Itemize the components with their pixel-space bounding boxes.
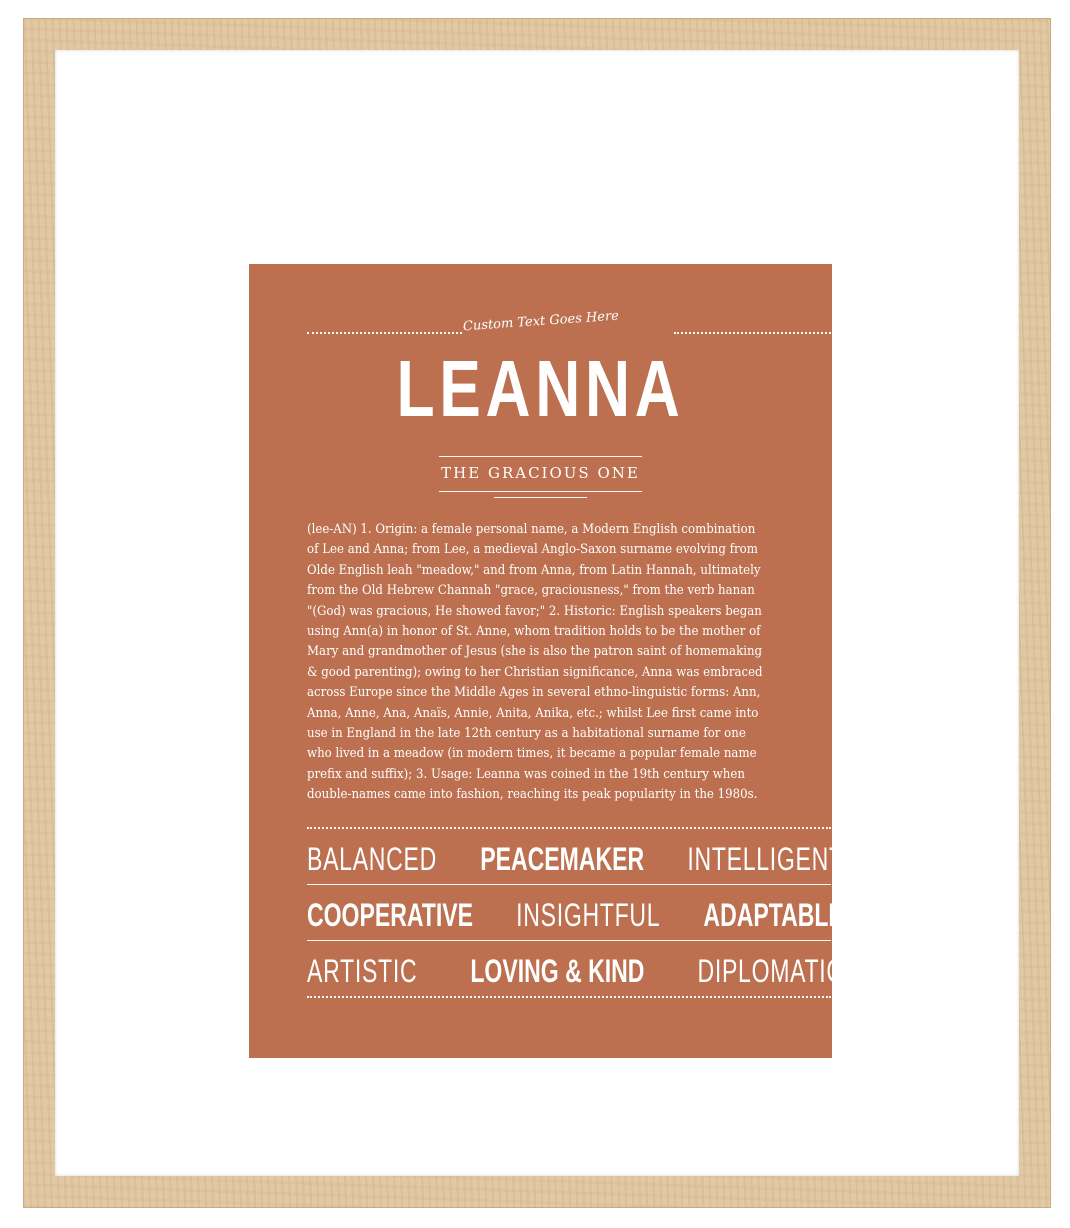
definition-line: from the Old Hebrew Channah "grace, graciousness," from the verb hanan xyxy=(307,582,755,598)
definition-line: (lee-AN) 1. Origin: a female personal name, a Modern English combination xyxy=(307,521,756,536)
traits-dotted-divider-top xyxy=(307,827,831,829)
custom-text: Custom Text Goes Here xyxy=(462,308,620,335)
trait: LOVING & KIND xyxy=(470,953,645,989)
definition-line: Mary and grandmother of Jesus (she is also the patron saint of homemaking xyxy=(307,643,763,659)
definition-line: prefix and suffix); 3. Usage: Leanna was coined in the 19th century when xyxy=(307,765,745,781)
definition-line: & good parenting); owing to her Christian significance, Anna was embraced xyxy=(307,663,763,679)
traits-row-1 xyxy=(307,839,844,879)
definition-line: of Lee and Anna; from Lee, a medieval Anglo-Saxon surname evolving from xyxy=(307,541,758,557)
definition-line: across Europe since the Middle Ages in several ethno-linguistic forms: Ann, xyxy=(307,684,761,700)
definition-line: using Ann(a) in honor of St. Anne, whom tradition holds to be the mother of xyxy=(307,622,761,638)
trait: BALANCED xyxy=(307,841,437,877)
subtitle-rule-short xyxy=(494,497,587,498)
traits-rule-1 xyxy=(307,884,831,885)
trait: COOPERATIVE xyxy=(307,897,473,933)
definition-line: Anna, Anne, Ana, Anaïs, Annie, Anita, Anika, etc.; whilst Lee first came into xyxy=(307,704,759,720)
traits-row-2 xyxy=(307,895,844,935)
definition-line: who lived in a meadow (in modern times, it became a popular female name xyxy=(307,745,757,761)
trait: ARTISTIC xyxy=(307,953,418,989)
name-title: LEANNA xyxy=(396,344,685,433)
traits-row-3 xyxy=(307,951,844,991)
name-definition xyxy=(307,519,797,804)
subtitle-rule-top xyxy=(439,456,642,457)
white-mat xyxy=(55,50,1019,1176)
trait: INTELLIGENT xyxy=(687,841,844,877)
trait: ADAPTABLE xyxy=(703,897,844,933)
dotted-divider-left xyxy=(307,332,462,334)
name-meaning-subtitle: THE GRACIOUS ONE xyxy=(441,464,640,482)
trait: DIPLOMATIC xyxy=(697,953,844,989)
trait: INSIGHTFUL xyxy=(516,897,661,933)
subtitle-rule-bottom xyxy=(439,491,642,492)
wood-frame xyxy=(23,18,1051,1208)
definition-line: use in England in the late 12th century as a habitational surname for one xyxy=(307,724,746,740)
traits-rule-2 xyxy=(307,940,831,941)
trait: PEACEMAKER xyxy=(480,841,645,877)
dotted-divider-right xyxy=(674,332,831,334)
name-print xyxy=(249,264,844,1058)
traits-dotted-divider-bottom xyxy=(307,996,831,998)
definition-line: "(God) was gracious, He showed favor;" 2. Historic: English speakers began xyxy=(307,602,762,618)
definition-line: double-names came into fashion, reaching its peak popularity in the 1980s. xyxy=(307,786,758,802)
definition-line: Olde English leah "meadow," and from Anna, from Latin Hannah, ultimately xyxy=(307,561,761,577)
